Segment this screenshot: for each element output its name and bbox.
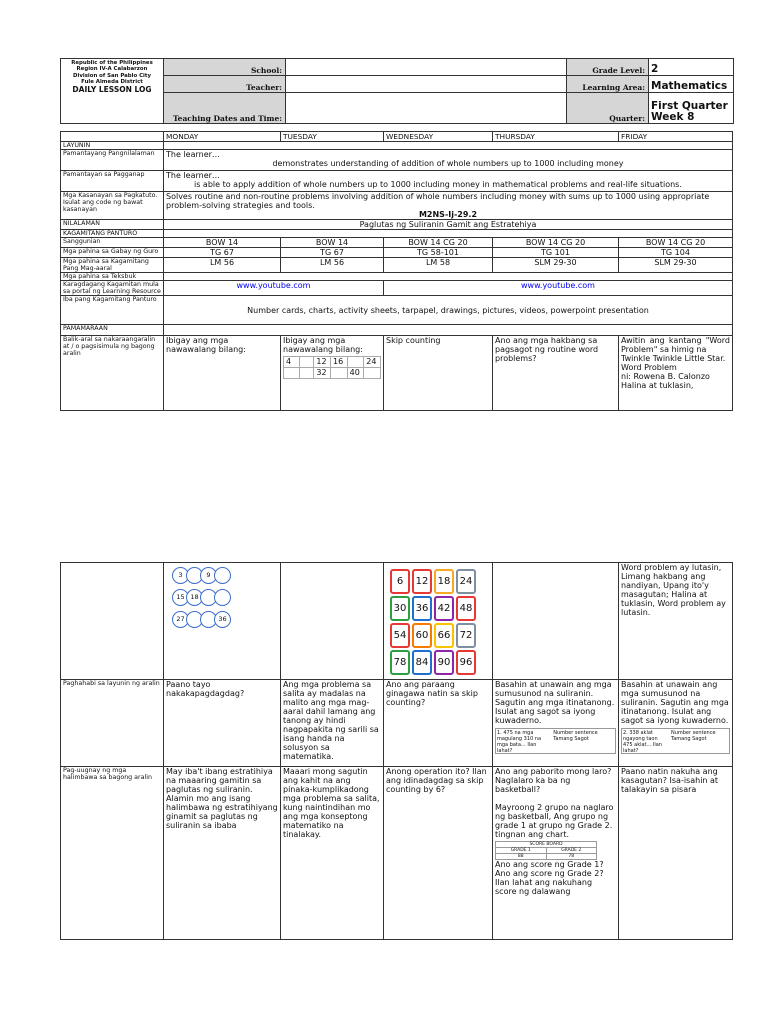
pamamaraan-label: PAMAMARAAN (61, 325, 164, 336)
sanggunian-label: Sanggunian (61, 238, 164, 248)
number-card: 18 (434, 569, 454, 594)
competency-code: M2NS-Ij-29.2 (418, 210, 478, 219)
paghahabi-wed: Ano ang paraang ginagawa natin sa skip counting? (384, 680, 493, 767)
paghahabi-fri-text: Basahin at unawain ang mga sumusunod na suliranin. Sagutin ang mga itinatanong. Isulat ang sagot sa iyong kuwaderno. (621, 680, 729, 725)
score-board-title: SCORE BOARD (496, 842, 596, 848)
number-cell: 40 (347, 368, 364, 379)
pagugnay-mon: May iba't ibang estratihiya na maaaring gamitin sa paglutas ng suliranin. Alamin mo ang isang halimbawa ng estratihiyang ginamit sa paglutas ng suliranin sa ibaba (164, 767, 281, 940)
number-card: 72 (456, 623, 476, 648)
number-card: 48 (456, 596, 476, 621)
word-problem-card (495, 728, 616, 754)
balik-label: Balik-aral sa nakaraangaralin at / o pagsisimula ng bagong aralin (61, 336, 164, 411)
kagamitang-mag-label: Mga pahina sa Kagamitang Pang Mag-aaral (61, 258, 164, 273)
karagdagang-label: Karagdagang Kagamitan mula sa portal ng Learning Resource (61, 281, 164, 296)
dates-value[interactable] (286, 93, 567, 124)
day-wednesday: WEDNESDAY (384, 132, 493, 142)
pamantayang-content (164, 150, 733, 171)
number-card: 84 (412, 650, 432, 675)
pagugnay-thu-questions: Ano ang score ng Grade 1? Ano ang score ng Grade 2? Ilan lahat ang nakuhang score ng dalawang (495, 860, 604, 896)
gabay-label: Mga pahina sa Gabay ng Guro (61, 248, 164, 258)
song-continued: Word problem ay lutasin, Limang hakbang ang nandiyan, Upang ito'y masagutan; Halina at tuklasin, Word problem ay lutasin. (619, 563, 733, 680)
iba-text: Number cards, charts, activity sheets, tarpapel, drawings, pictures, videos, powerpoint presentation (164, 296, 733, 325)
pagganap-a: The learner… (166, 171, 220, 180)
number-circle: 15 (172, 589, 189, 606)
word-problem-answer: Number sentence Tamang Sagot (553, 730, 598, 742)
kagamitang-label: KAGAMITANG PANTURO (61, 230, 164, 238)
balik-mon: Ibigay ang mga nawawalang bilang: (164, 336, 281, 411)
paghahabi-tue: Ang mga problema sa salita ay madalas na malito ang mga mag-aaral dahil lamang ang tanong ay hindi nagpapakita ng sarili sa isang handa na solusyon sa matematika. (281, 680, 384, 767)
sanggunian-wed: BOW 14 CG 20 (384, 238, 493, 248)
day-tuesday: TUESDAY (281, 132, 384, 142)
org-line: Republic of the Philippines (71, 60, 153, 66)
balik-tue (281, 336, 384, 411)
word-problem-answer: Number sentence Tamang Sagot (670, 730, 716, 742)
week-text: Week 8 (651, 111, 695, 123)
school-value[interactable] (286, 59, 567, 76)
dates-label: Teaching Dates and Time: (164, 93, 286, 124)
pagugnay-thu (493, 767, 619, 940)
pagganap-content (164, 171, 733, 192)
number-card: 6 (390, 569, 410, 594)
score-board (495, 841, 597, 860)
number-card-grid (390, 567, 490, 675)
circle-row (172, 567, 278, 585)
number-card: 66 (434, 623, 454, 648)
grade-label: Grade Level: (567, 59, 649, 76)
sanggunian-mon: BOW 14 (164, 238, 281, 248)
skip-count-cards (384, 563, 493, 680)
header-table (60, 58, 734, 124)
score-header-grade1: GRADE 1 (496, 848, 547, 854)
sanggunian-tue: BOW 14 (281, 238, 384, 248)
balik-fri (619, 336, 733, 411)
kasanayan-content (164, 192, 733, 220)
word-problem-text: 1. 475 na mga magulang 310 na mga bata... Ilan lahat? (497, 730, 542, 754)
word-problem-card (621, 728, 730, 754)
circle-row (172, 611, 278, 629)
number-circles (164, 563, 281, 680)
lm-thu: SLM 29-30 (493, 258, 619, 273)
number-cell: 4 (284, 357, 300, 368)
area-label: Learning Area: (567, 76, 649, 93)
area-value: Mathematics (649, 76, 734, 93)
lm-fri: SLM 29-30 (619, 258, 733, 273)
number-cell: 12 (314, 357, 331, 368)
song-line: Word Problem (621, 363, 677, 372)
grade-value: 2 (649, 59, 734, 76)
paghahabi-label: Paghahabi sa layunin ng aralin (61, 680, 164, 767)
pagugnay-thu-q: Ano ang paborito mong laro? Naglalaro ka ba ng basketball? (495, 767, 612, 794)
number-card: 60 (412, 623, 432, 648)
number-card: 36 (412, 596, 432, 621)
number-card: 54 (390, 623, 410, 648)
quarter-label: Quarter: (567, 93, 649, 124)
number-card: 96 (456, 650, 476, 675)
score-grade2: 78 (568, 854, 575, 859)
lm-mon: LM 56 (164, 258, 281, 273)
teacher-value[interactable] (286, 76, 567, 93)
lesson-table (60, 131, 733, 411)
youtube-link-1[interactable]: www.youtube.com (236, 281, 311, 290)
number-card: 90 (434, 650, 454, 675)
gabay-mon: TG 67 (164, 248, 281, 258)
number-cell: 16 (331, 357, 348, 368)
sanggunian-fri: BOW 14 CG 20 (619, 238, 733, 248)
score-grade1: 88 (496, 854, 547, 859)
gabay-tue: TG 67 (281, 248, 384, 258)
quarter-text: First Quarter (651, 100, 728, 112)
song-line: Halina at tuklasin, (621, 381, 694, 390)
pagugnay-thu-text: Mayroong 2 grupo na naglaro ng basketball, Ang grupo ng grade 1 at grupo ng Grade 2. tingnan ang chart. (495, 803, 614, 839)
number-circle: 27 (172, 611, 189, 628)
number-card: 42 (434, 596, 454, 621)
paghahabi-fri (619, 680, 733, 767)
teacher-label: Teacher: (164, 76, 286, 93)
number-circle: 9 (200, 567, 217, 584)
missing-numbers-grid (283, 356, 381, 379)
org-block (61, 59, 164, 124)
number-card: 78 (390, 650, 410, 675)
gabay-wed: TG 58-101 (384, 248, 493, 258)
pagganap-b: is able to apply addition of whole numbers up to 1000 including money in mathematical problems and real-life situations. (194, 180, 682, 189)
youtube-link-2[interactable]: www.youtube.com (521, 281, 595, 290)
org-line: Fule Almeda District (81, 79, 143, 86)
number-card: 12 (412, 569, 432, 594)
day-monday: MONDAY (164, 132, 281, 142)
day-friday: FRIDAY (619, 132, 733, 142)
pamantayang-label: Pamantayang Pangnilalaman (61, 150, 164, 171)
paghahabi-mon: Paano tayo nakakapagdagdag? (164, 680, 281, 767)
number-circle: 18 (186, 589, 203, 606)
balik-thu: Ano ang mga hakbang sa pagsagot ng routine word problems? (493, 336, 619, 411)
pamantayang-a: The learner… (166, 150, 220, 159)
layunin-label: LAYUNIN (61, 142, 164, 150)
lesson-table-continued (60, 562, 733, 940)
song-line: Awitin ang kantang "Word Problem" sa himig na (621, 336, 730, 354)
number-cell: 32 (314, 368, 331, 379)
balik-tue-text: Ibigay ang mga nawawalang bilang: (283, 336, 363, 354)
quarter-value (649, 93, 734, 124)
pagugnay-wed: Anong operation ito? Ilan ang idinadagdag sa skip counting by 6? (384, 767, 493, 940)
pagugnay-label: Pag-uugnay ng mga halimbawa sa bagong aralin (61, 767, 164, 940)
sanggunian-thu: BOW 14 CG 20 (493, 238, 619, 248)
pagugnay-fri: Paano natin nakuha ang kasagutan? Isa-isahin at talakayin sa pisara (619, 767, 733, 940)
song-line: ni: Rowena B. Calonzo (621, 372, 710, 381)
score-header-grade2: GRADE 2 (547, 848, 597, 854)
nilalaman-text: Paglutas ng Suliranin Gamit ang Estratehiya (164, 220, 733, 230)
word-problem-text: 2. 338 aklat ngayong taon 475 aklat... Ilan lahat? (623, 730, 662, 754)
circle-row (172, 589, 278, 607)
pamantayang-b: demonstrates understanding of addition of whole numbers up to 1000 including money (272, 159, 624, 168)
paghahabi-thu (493, 680, 619, 767)
number-card: 30 (390, 596, 410, 621)
number-cell: 24 (364, 357, 381, 368)
day-thursday: THURSDAY (493, 132, 619, 142)
nilalaman-label: NILALAMAN (61, 220, 164, 230)
log-title: DAILY LESSON LOG (72, 84, 152, 94)
kasanayan-text: Solves routine and non-routine problems involving addition of whole numbers including money with sums up to 1000 using appropriate problem-solving strategies and tools. (166, 192, 710, 210)
balik-wed: Skip counting (384, 336, 493, 411)
teksbuk-label: Mga pahina sa Teksbuk (61, 273, 164, 281)
kasanayan-label: Mga Kasanayan sa Pagkatuto. Isulat ang code ng bawat kasanayan (61, 192, 164, 220)
number-circle: 36 (214, 611, 231, 628)
pagugnay-tue: Maaari mong sagutin ang kahit na ang pinaka-kumplikadong mga problema sa salita, kung naintindihan mo ang mga konseptong matematiko na tinalakay. (281, 767, 384, 940)
lm-wed: LM 58 (384, 258, 493, 273)
org-line: Region IV-A Calabarzon (76, 66, 148, 73)
iba-label: Iba pang Kagamitang Panturo (61, 296, 164, 325)
number-circle: 3 (172, 567, 189, 584)
org-line: Division of San Pablo City (73, 72, 151, 79)
song-line: Twinkle Twinkle Little Star. (621, 354, 726, 363)
gabay-thu: TG 101 (493, 248, 619, 258)
school-label: School: (164, 59, 286, 76)
lm-tue: LM 56 (281, 258, 384, 273)
number-card: 24 (456, 569, 476, 594)
pagganap-label: Pamantayan sa Pagganap (61, 171, 164, 192)
paghahabi-thu-text: Basahin at unawain ang mga sumusunod na suliranin. Sagutin ang mga itinatanong. Isulat ang sagot sa iyong kuwaderno. (495, 680, 615, 725)
gabay-fri: TG 104 (619, 248, 733, 258)
